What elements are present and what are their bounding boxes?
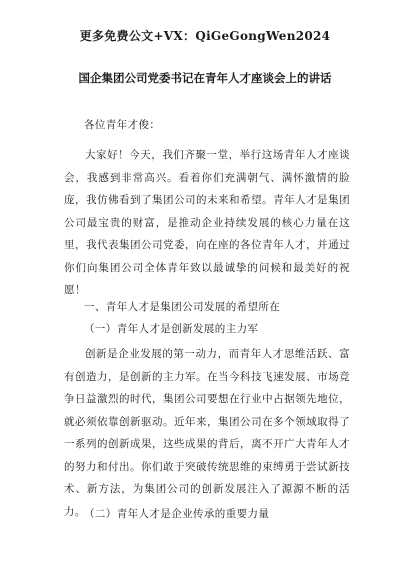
- document-title: 国企集团公司党委书记在青年人才座谈会上的讲话: [78, 71, 332, 85]
- opening-paragraph: 大家好！今天，我们齐聚一堂，举行这场青年人才座谈会，我感到非常高兴。看着你们充满朝气、满怀激情的脸庞，我仿佛看到了集团公司的未来和希望。青年人才是集团公司最宝贵的财富，是推动企业持续发展的核心力量在这里，我代表集团公司党委，向在座的各位青年人才，并通过你们向集团公司全体青年致以最诚挚的问候和最美好的祝愿！: [64, 149, 350, 296]
- section-one-heading: 一、青年人才是集团公司发展的希望所在: [84, 301, 281, 313]
- subsection-one-heading: （一）青年人才是创新发展的主力军: [84, 323, 259, 335]
- subsection-two-heading: （二）青年人才是企业传承的重要力量: [84, 508, 270, 520]
- subsection-one-paragraph: 创新是企业发展的第一动力，而青年人才思维活跃、富有创造力，是创新的主力军。在当今科技飞速发展、市场竞争日益激烈的时代，集团公司要想在行业中占据领先地位，就必须依靠创新驱动。近年来，集团公司在多个领域取得了一系列的创新成果，这些成果的背后，离不开广大青年人才的努力和付出。你们敢于突破传统思维的束缚勇于尝试新技术、新方法，为集团公司的创新发展注入了源源不断的活力。: [64, 348, 350, 518]
- greeting: 各位青年才俊：: [84, 119, 161, 131]
- promo-header: 更多免费公文+VX：QiGeGongWen2024: [79, 29, 331, 43]
